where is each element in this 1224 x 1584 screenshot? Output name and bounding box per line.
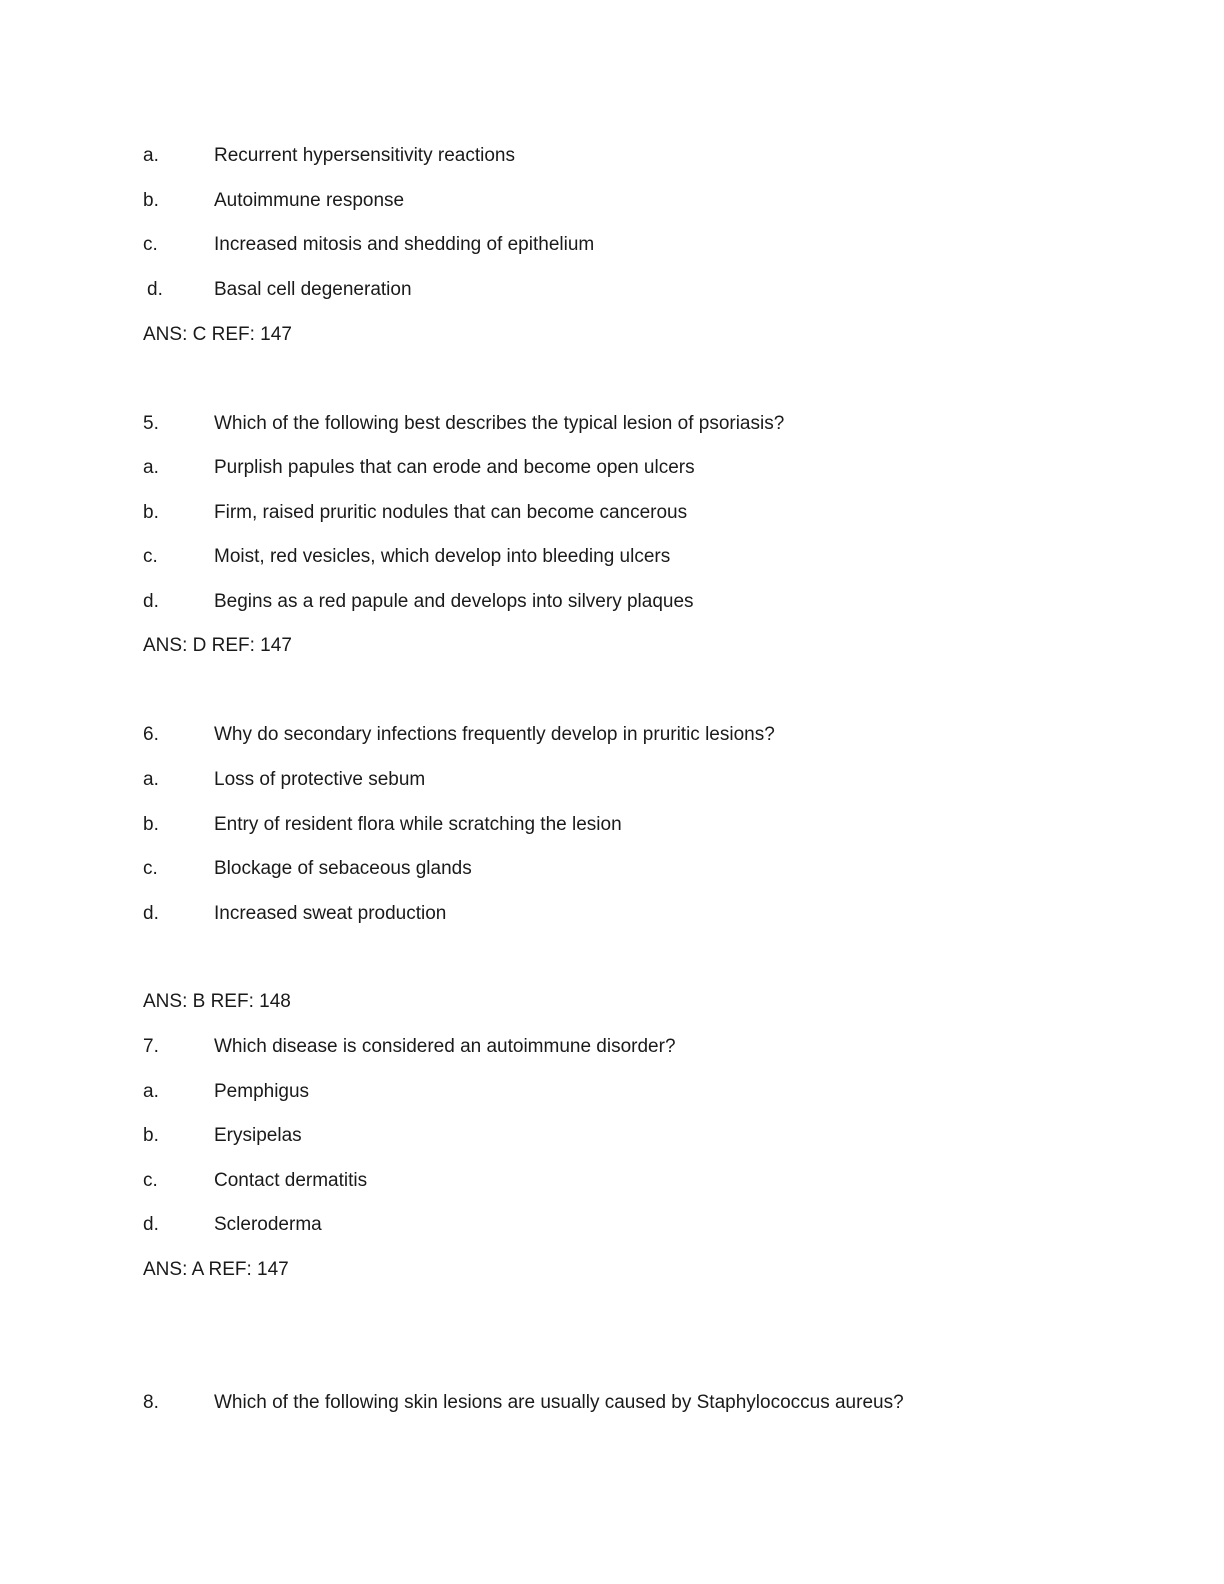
option-marker: b. (143, 814, 159, 835)
option-text: Entry of resident flora while scratching the lesion (214, 814, 622, 835)
option-marker: b. (143, 502, 159, 523)
option-marker: b. (143, 190, 159, 211)
option-text: Basal cell degeneration (214, 279, 412, 300)
question-number: 5. (143, 413, 159, 434)
option-marker: d. (143, 903, 159, 924)
option-text: Moist, red vesicles, which develop into bleeding ulcers (214, 546, 671, 567)
option-marker: a. (143, 769, 159, 790)
question-number: 8. (143, 1392, 159, 1413)
option-text: Increased sweat production (214, 903, 447, 924)
option-text: Purplish papules that can erode and become open ulcers (214, 457, 695, 478)
question-number: 6. (143, 724, 159, 745)
question-text: Why do secondary infections frequently develop in pruritic lesions? (214, 724, 775, 745)
option-marker: d. (143, 591, 159, 612)
answer-text: ANS: A REF: 147 (143, 1259, 289, 1280)
option-text: Pemphigus (214, 1081, 310, 1102)
question-text: Which of the following skin lesions are usually caused by Staphylococcus aureus? (214, 1392, 904, 1413)
option-text: Blockage of sebaceous glands (214, 858, 472, 879)
option-marker: c. (143, 1170, 158, 1191)
option-marker: c. (143, 546, 158, 567)
answer-text: ANS: C REF: 147 (143, 324, 292, 345)
option-text: Loss of protective sebum (214, 769, 426, 790)
option-text: Erysipelas (214, 1125, 302, 1146)
option-text: Autoimmune response (214, 190, 405, 211)
question-number: 7. (143, 1036, 159, 1057)
question-text: Which of the following best describes the typical lesion of psoriasis? (214, 413, 785, 434)
answer-text: ANS: D REF: 147 (143, 635, 292, 656)
option-marker: d. (143, 1214, 159, 1235)
answer-text: ANS: B REF: 148 (143, 991, 291, 1012)
option-marker: c. (143, 858, 158, 879)
option-text: Begins as a red papule and develops into silvery plaques (214, 591, 694, 612)
option-marker: a. (143, 1081, 159, 1102)
option-text: Increased mitosis and shedding of epithelium (214, 234, 595, 255)
option-marker: a. (143, 145, 159, 166)
option-marker: a. (143, 457, 159, 478)
option-marker: b. (143, 1125, 159, 1146)
option-marker: d. (147, 279, 163, 300)
option-text: Recurrent hypersensitivity reactions (214, 145, 515, 166)
option-text: Scleroderma (214, 1214, 322, 1235)
option-text: Firm, raised pruritic nodules that can become cancerous (214, 502, 688, 523)
option-marker: c. (143, 234, 158, 255)
option-text: Contact dermatitis (214, 1170, 368, 1191)
question-text: Which disease is considered an autoimmune disorder? (214, 1036, 676, 1057)
